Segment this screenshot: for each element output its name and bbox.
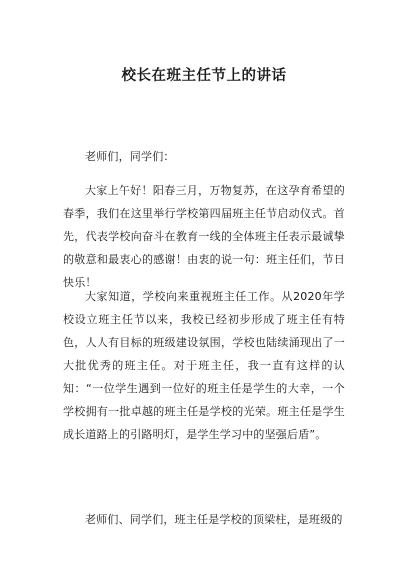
body-paragraph: 大家上午好！阳春三月，万物复苏，在这孕育希望的春季，我们在这里举行学校第四届班主任节启动仪式。首先，代表学校向奋斗在教育一线的全体班主任表示最诚挚的敬意和最衷心的感谢！由衷的说一句：班主任们，节日快乐！ xyxy=(63,184,345,289)
body-paragraph: 老师们、同学们，班主任是学校的顶梁柱，是班级的 xyxy=(85,513,343,526)
salutation-paragraph: 老师们，同学们： xyxy=(85,150,175,163)
document-title: 校长在班主任节上的讲话 xyxy=(121,68,287,84)
body-paragraph: 大家知道，学校向来重视班主任工作。从2020年学校设立班主任节以来，我校已经初步形成了班主任有特色，人人有目标的班级建设氛围，学校也陆续涌现出了一大批优秀的班主任。对于班主任，我一直有这样的认知：“一位学生遇到一位好的班主任是学生的大幸，一个学校拥有一批卓越的班主任是学校的光荣。班主任是学生成长道路上的引路明灯，是学生学习中的坚强后盾”。 xyxy=(63,290,345,441)
